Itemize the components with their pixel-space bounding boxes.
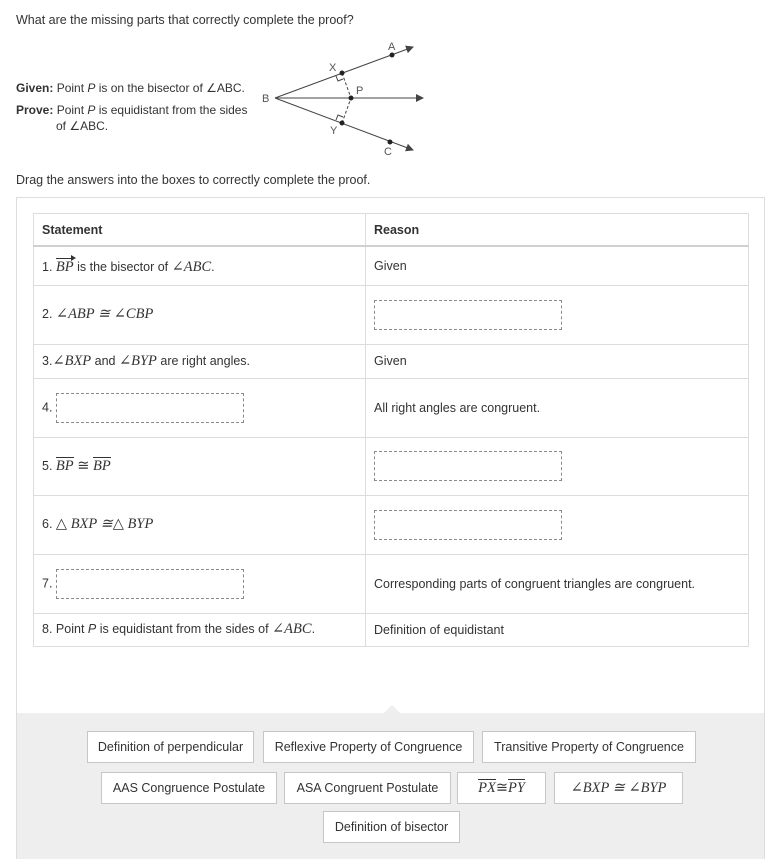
point-c (388, 140, 393, 145)
given-label: Given: (16, 81, 54, 95)
answer-px-congruent-py[interactable]: PX ≅ PY (457, 772, 546, 804)
given-text-a: Point (56, 81, 88, 95)
label-y: Y (330, 125, 338, 137)
label-a: A (388, 41, 396, 53)
point-x (340, 71, 345, 76)
reason-cell (366, 495, 749, 554)
right-angle-y (336, 115, 343, 120)
answer-bank-notch (384, 705, 400, 713)
prove-line-2: of ∠ABC. (56, 119, 109, 133)
table-row (34, 378, 749, 437)
reason-cell: Corresponding parts of congruent triangles are congruent. (366, 554, 749, 613)
drop-box-statement-7[interactable] (56, 569, 244, 599)
label-p: P (356, 85, 364, 97)
point-p (349, 96, 354, 101)
given-prove-block (16, 80, 266, 134)
statement-cell: 7. (34, 554, 366, 613)
prove-text-a: Point (56, 103, 88, 117)
answer-reflexive-property[interactable]: Reflexive Property of Congruence (263, 731, 474, 763)
answer-aas-postulate[interactable]: AAS Congruence Postulate (101, 772, 277, 804)
drag-instruction: Drag the answers into the boxes to correctly complete the proof. (16, 173, 371, 187)
answer-definition-of-bisector[interactable]: Definition of bisector (323, 811, 460, 843)
reason-cell (366, 437, 749, 495)
table-row (34, 613, 749, 646)
point-a (390, 53, 395, 58)
given-point: P (87, 81, 96, 95)
given-text-b: is on the bisector of ∠ABC. (95, 81, 245, 95)
table-row (34, 344, 749, 378)
prove-line (16, 102, 266, 118)
prove-label: Prove: (16, 103, 54, 117)
answer-bank (17, 713, 764, 859)
label-c: C (384, 146, 392, 158)
question-text: What are the missing parts that correctly complete the proof? (16, 13, 354, 27)
point-y (340, 121, 345, 126)
statement-cell: 2. ∠ABP ≅ ∠CBP (34, 285, 366, 344)
statement-cell: 3.∠BXP and ∠BYP are right angles. (34, 344, 366, 378)
statement-cell: 4. (34, 378, 366, 437)
answer-asa-postulate[interactable]: ASA Congruent Postulate (284, 772, 451, 804)
prove-text-b: is equidistant from the sides (95, 103, 248, 117)
proof-table (33, 213, 749, 647)
reason-cell: All right angles are congruent. (366, 378, 749, 437)
drop-box-statement-4[interactable] (56, 393, 244, 423)
right-angle-x (336, 76, 343, 81)
statement-cell: 8. Point P is equidistant from the sides of ∠ABC. (34, 613, 366, 646)
table-row (34, 246, 749, 285)
table-row (34, 495, 749, 554)
given-line (16, 80, 266, 96)
segment-py (342, 98, 351, 123)
table-row (34, 554, 749, 613)
angle-bisector-diagram (255, 36, 435, 161)
answer-angle-bxp-congruent-byp[interactable]: ∠BXP ≅ ∠BYP (554, 772, 683, 804)
statement-header: Statement (34, 214, 366, 247)
table-row (34, 437, 749, 495)
answer-definition-of-perpendicular[interactable]: Definition of perpendicular (87, 731, 254, 763)
label-x: X (329, 62, 337, 74)
prove-point: P (87, 103, 96, 117)
statement-cell: 1. BP is the bisector of ∠ABC. (34, 246, 366, 285)
table-row (34, 285, 749, 344)
segment-px (342, 73, 351, 98)
reason-cell: Given (366, 344, 749, 378)
table-header-row (34, 214, 749, 247)
reason-cell: Given (366, 246, 749, 285)
ray-bp-symbol: BP (55, 259, 74, 275)
answer-transitive-property[interactable]: Transitive Property of Congruence (482, 731, 696, 763)
reason-cell: Definition of equidistant (366, 613, 749, 646)
drop-box-reason-2[interactable] (374, 300, 562, 330)
label-b: B (262, 93, 270, 105)
proof-workspace (16, 197, 765, 859)
drop-box-reason-6[interactable] (374, 510, 562, 540)
statement-cell: 6. △ BXP ≅△ BYP (34, 495, 366, 554)
reason-header: Reason (366, 214, 749, 247)
reason-cell (366, 285, 749, 344)
drop-box-reason-5[interactable] (374, 451, 562, 481)
statement-cell: 5. BP ≅ BP (34, 437, 366, 495)
